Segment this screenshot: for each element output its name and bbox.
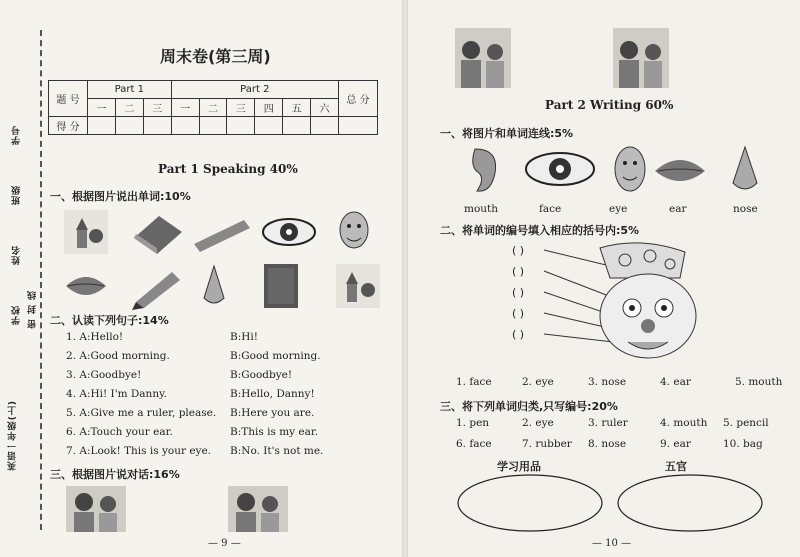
matching-pictures-art [455,143,785,198]
word-item-1: 1. pen [456,417,490,429]
mouth-picture [66,277,106,295]
ear-picture [473,149,496,191]
dialogue-6-a: 6. A:Touch your ear. [66,426,173,438]
part2-header: Part 2 [171,81,338,99]
student-number-label: 学号 [12,125,22,145]
speaking-section-3: 三、根据图片说对话:16% [50,468,180,481]
house-picture-2 [336,264,380,308]
word-item-2: 2. eye [522,417,554,429]
page-number-right: — 10 — [592,538,632,549]
top-picture-1 [455,28,511,88]
dialogue-3-b: B:Goodbye! [230,369,293,381]
pencil-picture [132,272,180,310]
dialogue-2-a: 2. A:Good morning. [66,350,170,362]
face-picture-2 [615,147,645,191]
picture-row-1 [64,208,384,256]
face-picture [340,212,368,248]
writing-section-1: 一、将图片和单词连线:5% [440,127,574,140]
school-supplies-oval[interactable] [458,475,602,531]
clown-hat [600,243,685,278]
word-item-10: 10. bag [723,438,763,450]
dialogue-5-b: B:Here you are. [230,407,315,419]
word-item-7: 7. rubber [522,438,572,450]
word-item-3: 3. ruler [588,417,628,429]
people-picture-3 [455,28,511,88]
name-label: 姓名 [12,245,22,265]
score-table [48,80,378,135]
part1-heading: Part 1 Speaking 40% [158,162,298,176]
col-6: 三 [227,99,255,117]
answer-bracket-4[interactable]: ( ) [512,307,525,320]
eraser-picture [134,216,182,254]
people-picture-2 [228,486,288,532]
page-title: 周末卷(第三周) [160,47,271,66]
school-label: 学校 [12,305,22,325]
picture-row-1-art [64,208,384,256]
col-8: 五 [283,99,311,117]
option-2: 2. eye [522,376,554,388]
eye-picture [263,219,315,245]
nose-picture-2 [733,147,757,189]
dialogue-1-b: B:Hi! [230,331,258,343]
house-picture [64,210,108,254]
category-ovals [455,472,785,536]
speaking-section-1: 一、根据图片说出单词:10% [50,190,191,203]
option-1: 1. face [456,376,492,388]
dialogue-7-b: B:No. It's not me. [230,445,324,457]
option-3: 3. nose [588,376,627,388]
clown-art [540,238,700,368]
category-facial-features-label: 五官 [665,460,687,473]
answer-bracket-3[interactable]: ( ) [512,286,525,299]
word-item-8: 8. nose [588,438,627,450]
clown-face [600,274,696,358]
seal-text: 密 封 线 [28,290,38,329]
col-4: 一 [171,99,199,117]
col-3: 三 [143,99,171,117]
col-2: 二 [115,99,143,117]
dialogue-picture-2 [228,486,288,532]
subject-label: 英语一年级(上) [8,400,18,471]
word-item-5: 5. pencil [723,417,769,429]
word-ear: ear [669,203,687,215]
question-number-label: 题 号 [49,81,88,117]
dialogue-1-a: 1. A:Hello! [66,331,124,343]
answer-bracket-2[interactable]: ( ) [512,265,525,278]
dialogue-2-b: B:Good morning. [230,350,321,362]
col-1: 一 [88,99,116,117]
dialogue-6-b: B:This is my ear. [230,426,319,438]
word-face: face [539,203,562,215]
page-fold [402,0,408,557]
score-label: 得 分 [49,117,88,135]
word-item-6: 6. face [456,438,492,450]
total-label: 总 分 [339,81,378,117]
writing-section-3: 三、将下列单词归类,只写编号:20% [440,400,618,413]
category-school-supplies-label: 学习用品 [497,460,541,473]
people-picture-1 [66,486,126,532]
dialogue-5-a: 5. A:Give me a ruler, please. [66,407,217,419]
book-picture [264,264,298,308]
seal-line [40,30,42,530]
col-9: 六 [311,99,339,117]
word-item-4: 4. mouth [660,417,708,429]
col-7: 四 [255,99,283,117]
col-5: 二 [199,99,227,117]
class-label: 班级 [12,185,22,205]
mouth-picture-2 [655,160,705,181]
matching-pictures [455,143,785,198]
people-picture-4 [613,28,669,88]
answer-bracket-1[interactable]: ( ) [512,244,525,257]
dialogue-3-a: 3. A:Goodbye! [66,369,142,381]
option-5: 5. mouth [735,376,783,388]
word-nose: nose [733,203,758,215]
option-4: 4. ear [660,376,691,388]
dialogue-7-a: 7. A:Look! This is your eye. [66,445,212,457]
page-number-left: — 9 — [208,538,241,549]
eye-picture-2 [526,153,594,185]
dialogue-4-a: 4. A:Hi! I'm Danny. [66,388,167,400]
dialogue-picture-1 [66,486,126,532]
part2-heading: Part 2 Writing 60% [545,98,674,112]
dialogue-4-b: B:Hello, Danny! [230,388,315,400]
nose-picture [204,266,224,303]
picture-row-2 [64,262,384,310]
clown-illustration [540,238,700,368]
word-eye: eye [609,203,628,215]
facial-features-oval[interactable] [618,475,762,531]
word-item-9: 9. ear [660,438,691,450]
ruler-picture [194,220,250,252]
answer-bracket-5[interactable]: ( ) [512,328,525,341]
word-mouth: mouth [464,203,499,215]
writing-section-2: 二、将单词的编号填入相应的括号内:5% [440,224,640,237]
speaking-section-2: 二、认读下列句子:14% [50,314,169,327]
part1-header: Part 1 [88,81,172,99]
top-picture-2 [613,28,669,88]
picture-row-2-art [64,262,384,310]
